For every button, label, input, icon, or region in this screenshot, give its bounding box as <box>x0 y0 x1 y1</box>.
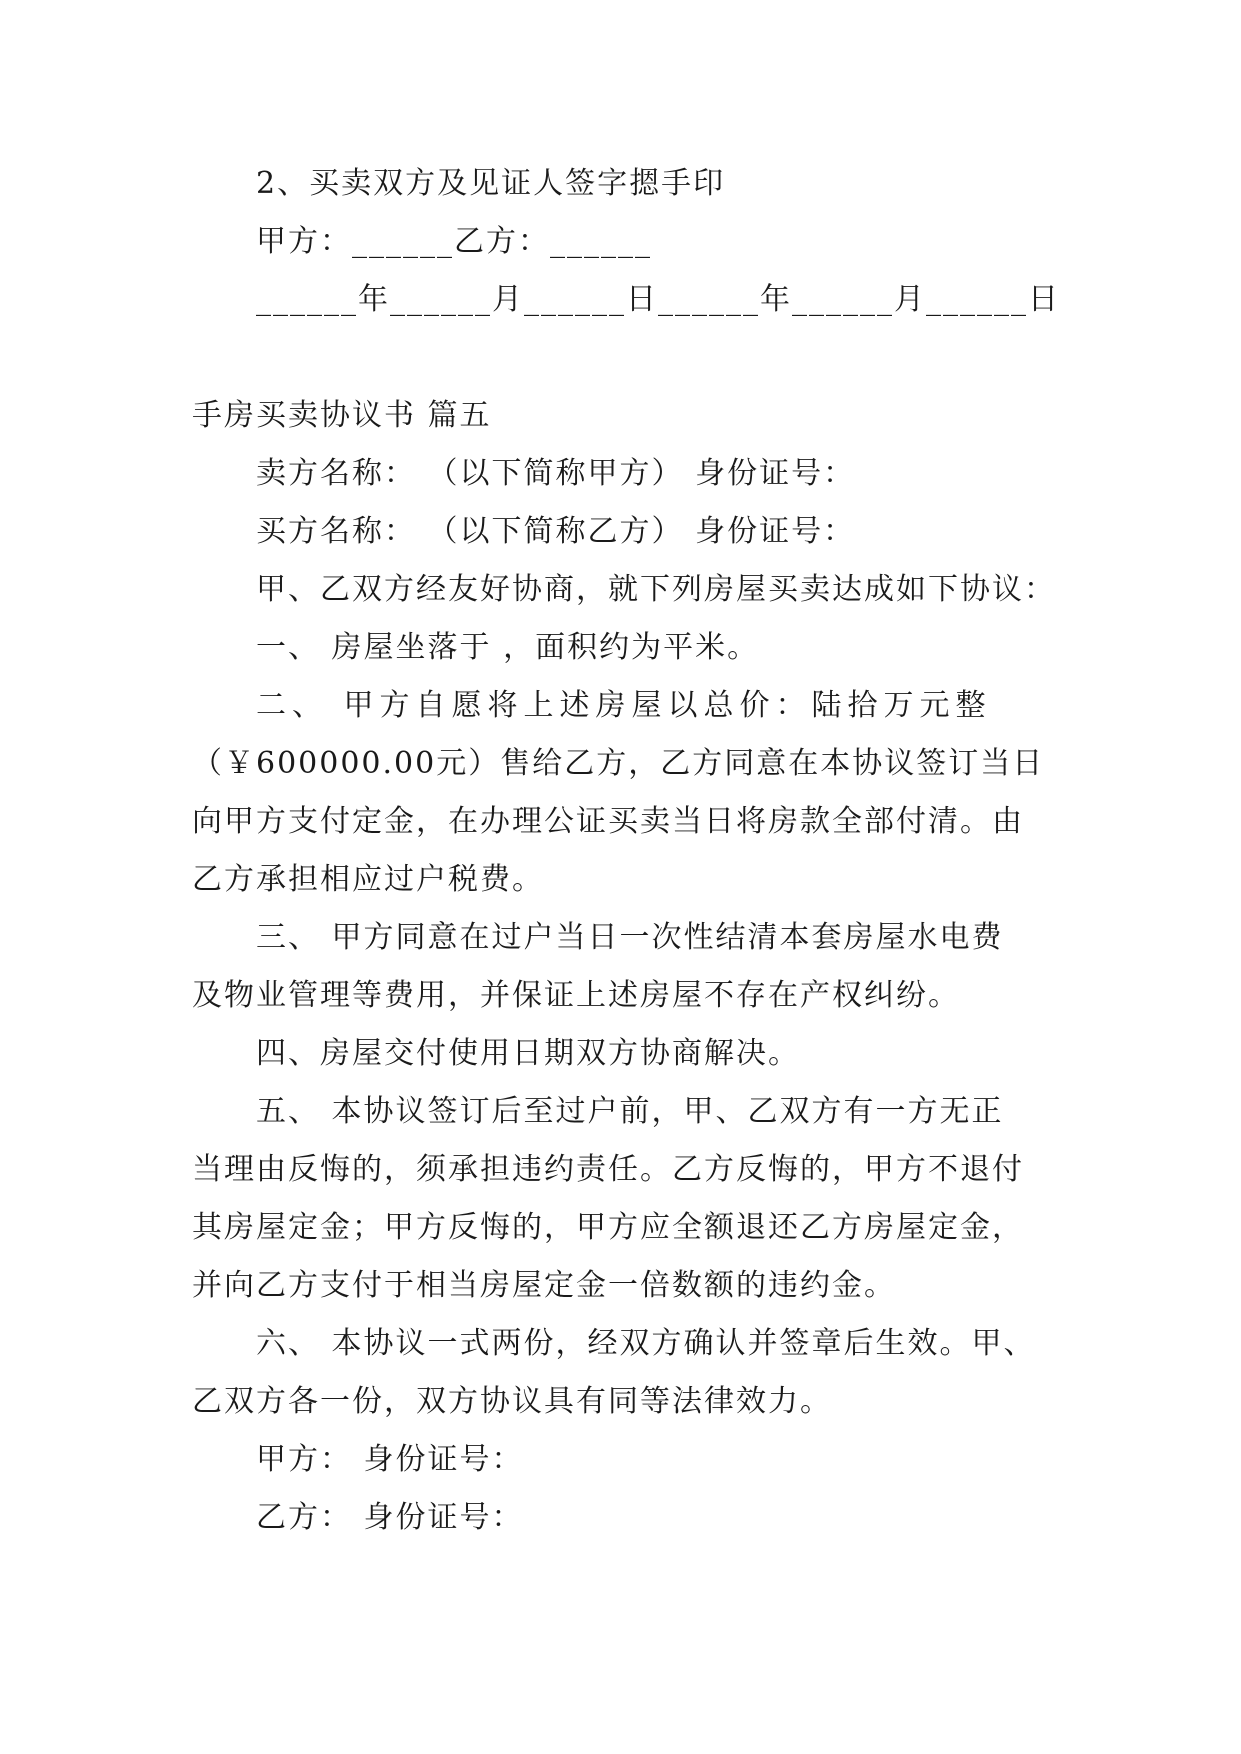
section-title: 手房买卖协议书 篇五 <box>192 398 492 433</box>
clause-6-line-2: 乙双方各一份，双方协议具有同等法律效力。 <box>192 1384 832 1419</box>
clause-2-line-2: （￥600000.00元）售给乙方，乙方同意在本协议签订当日 <box>192 746 1045 781</box>
clause-2-line-3: 向甲方支付定金，在办理公证买卖当日将房款全部付清。由 <box>192 804 1024 839</box>
clause-5-line-2: 当理由反悔的，须承担违约责任。乙方反悔的，甲方不退付 <box>192 1152 1024 1187</box>
seller-line: 卖方名称： （以下简称甲方） 身份证号： <box>256 456 856 491</box>
clause-5-line-3: 其房屋定金；甲方反悔的，甲方应全额退还乙方房屋定金， <box>192 1210 1024 1245</box>
clause-3-line-1: 三、 甲方同意在过户当日一次性结清本套房屋水电费 <box>256 920 1004 955</box>
date-line: ______年______月______日______年______月______日 <box>256 282 1060 317</box>
clause-1: 一、 房屋坐落于 ，面积约为平米。 <box>256 630 760 665</box>
clause-3-line-2: 及物业管理等费用，并保证上述房屋不存在产权纠纷。 <box>192 978 960 1013</box>
intro-paragraph: 甲、乙双方经友好协商，就下列房屋买卖达成如下协议： <box>256 572 1056 607</box>
clause-5-line-4: 并向乙方支付于相当房屋定金一倍数额的违约金。 <box>192 1268 896 1303</box>
clause-2-line-4: 乙方承担相应过户税费。 <box>192 862 544 897</box>
party-signature-line: 甲方：______乙方：______ <box>256 224 652 259</box>
signature-party-a: 甲方： 身份证号： <box>256 1442 524 1477</box>
clause-4: 四、房屋交付使用日期双方协商解决。 <box>256 1036 800 1071</box>
clause-2-line-1: 二、 甲方自愿将上述房屋以总价：陆拾万元整 <box>256 688 992 723</box>
item-signature-instruction: 2、买卖双方及见证人签字摁手印 <box>256 166 726 201</box>
clause-5-line-1: 五、 本协议签订后至过户前，甲、乙双方有一方无正 <box>256 1094 1004 1129</box>
signature-party-b: 乙方： 身份证号： <box>256 1500 524 1535</box>
clause-6-line-1: 六、 本协议一式两份，经双方确认并签章后生效。甲、 <box>256 1326 1036 1361</box>
buyer-line: 买方名称： （以下简称乙方） 身份证号： <box>256 514 856 549</box>
